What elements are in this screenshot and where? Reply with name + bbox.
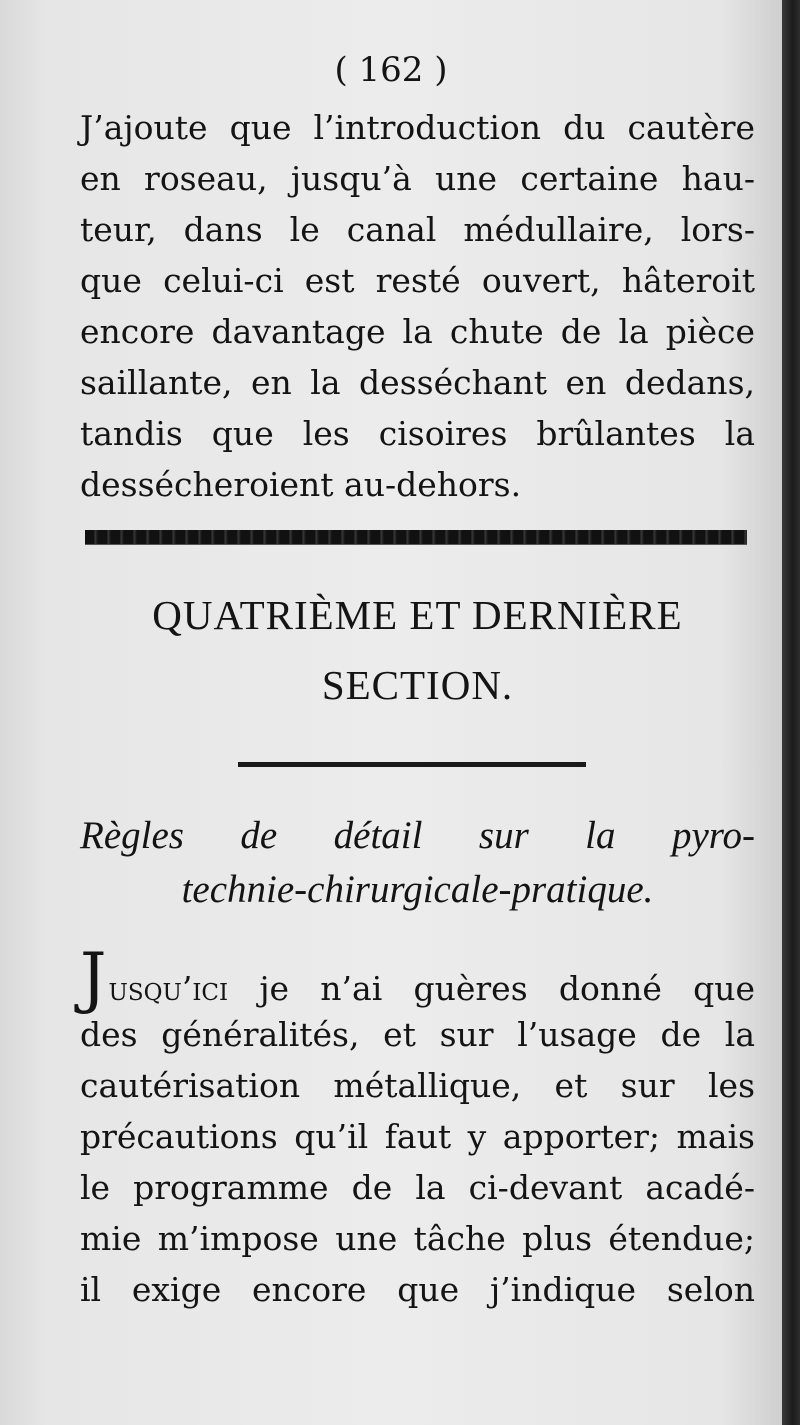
text-line-last: dessécheroient au-dehors.: [80, 465, 522, 504]
first-word: usqu’ici: [108, 969, 229, 1008]
section-heading-line1: QUATRIÈME ET DERNIÈRE: [152, 592, 683, 638]
subtitle-line1: Règles de détail sur la pyro-: [80, 814, 755, 857]
page-edge-shadow: [782, 0, 800, 1425]
decorative-rule-thin: [238, 762, 586, 767]
first-line-rest: je n’ai guères donné que: [259, 969, 755, 1008]
text-line: le programme de la ci-devant acadé-: [80, 1168, 755, 1207]
page-number: ( 162 ): [334, 50, 448, 90]
text-line: teur, dans le canal médullaire, lors-: [80, 210, 755, 249]
paragraph-bottom: [80, 939, 755, 1315]
text-line: précautions qu’il faut y apporter; mais: [80, 1117, 755, 1156]
drop-capital: J: [80, 939, 107, 1016]
paragraph-top: [80, 102, 755, 510]
text-line: des généralités, et sur l’usage de la: [80, 1015, 755, 1054]
text-line: que celui-ci est resté ouvert, hâteroit: [80, 261, 755, 300]
text-line: cautérisation métallique, et sur les: [80, 1066, 755, 1105]
text-line: tandis que les cisoires brûlantes la: [80, 414, 755, 453]
text-line: il exige encore que j’indique selon: [80, 1270, 755, 1309]
subtitle-line2: technie-chirurgicale-pratique.: [181, 868, 654, 911]
text-line-first: [80, 939, 755, 1016]
text-line: encore davantage la chute de la pièce: [80, 312, 755, 351]
section-heading-line2: SECTION.: [321, 662, 514, 708]
text-line: en roseau, jusqu’à une certaine hau-: [80, 159, 755, 198]
text-line: J’ajoute que l’introduction du cautère: [80, 108, 755, 147]
text-line: mie m’impose une tâche plus étendue;: [80, 1219, 755, 1258]
text-line: saillante, en la desséchant en dedans,: [80, 363, 755, 402]
decorative-rule-thick: [85, 530, 747, 544]
